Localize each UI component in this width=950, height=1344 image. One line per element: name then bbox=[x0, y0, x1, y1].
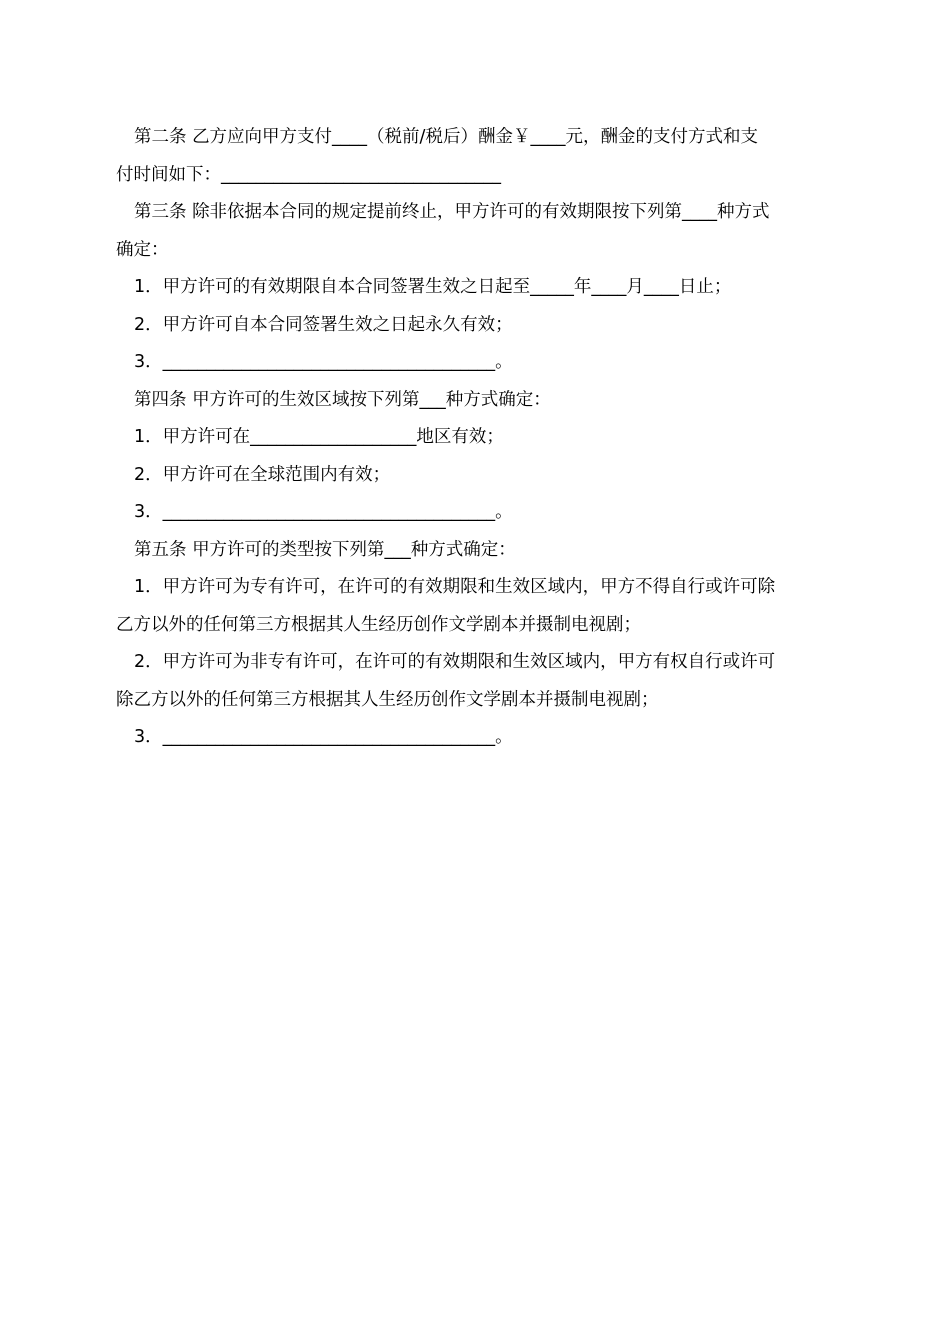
article-5-option-2-line-2: 除乙方以外的任何第三方根据其人生经历创作文学剧本并摄制电视剧； bbox=[116, 689, 659, 710]
article-3-option-3: 3．______________________________________。 bbox=[134, 352, 513, 372]
document-page bbox=[116, 119, 838, 757]
article-4-heading: 第四条 甲方许可的生效区域按下列第___种方式确定： bbox=[134, 389, 551, 410]
article-4-option-2: 2．甲方许可在全球范围内有效； bbox=[134, 464, 391, 485]
article-3-line-2: 确定： bbox=[116, 239, 169, 260]
article-5-heading: 第五条 甲方许可的类型按下列第___种方式确定： bbox=[134, 539, 516, 560]
article-4-option-1: 1．甲方许可在___________________地区有效； bbox=[134, 427, 504, 447]
article-3-option-1: 1．甲方许可的有效期限自本合同签署生效之日起至_____年____月____日止； bbox=[134, 277, 732, 297]
article-3-line-1: 第三条 除非依据本合同的规定提前终止，甲方许可的有效期限按下列第____种方式 bbox=[134, 202, 770, 222]
article-5-option-3: 3．______________________________________。 bbox=[134, 727, 513, 747]
article-2-line-1: 第二条 乙方应向甲方支付____（税前/税后）酬金￥____元，酬金的支付方式和支 bbox=[134, 127, 758, 147]
article-5-option-1-line-2: 乙方以外的任何第三方根据其人生经历创作文学剧本并摄制电视剧； bbox=[116, 614, 641, 635]
article-2-line-2: 付时间如下：________________________________ bbox=[116, 164, 501, 185]
article-4-option-3: 3．______________________________________。 bbox=[134, 502, 513, 522]
article-5-option-1-line-1: 1．甲方许可为专有许可，在许可的有效期限和生效区域内，甲方不得自行或许可除 bbox=[134, 577, 776, 597]
article-5-option-2-line-1: 2．甲方许可为非专有许可，在许可的有效期限和生效区域内，甲方有权自行或许可 bbox=[134, 652, 776, 672]
article-3-option-2: 2．甲方许可自本合同签署生效之日起永久有效； bbox=[134, 314, 513, 335]
